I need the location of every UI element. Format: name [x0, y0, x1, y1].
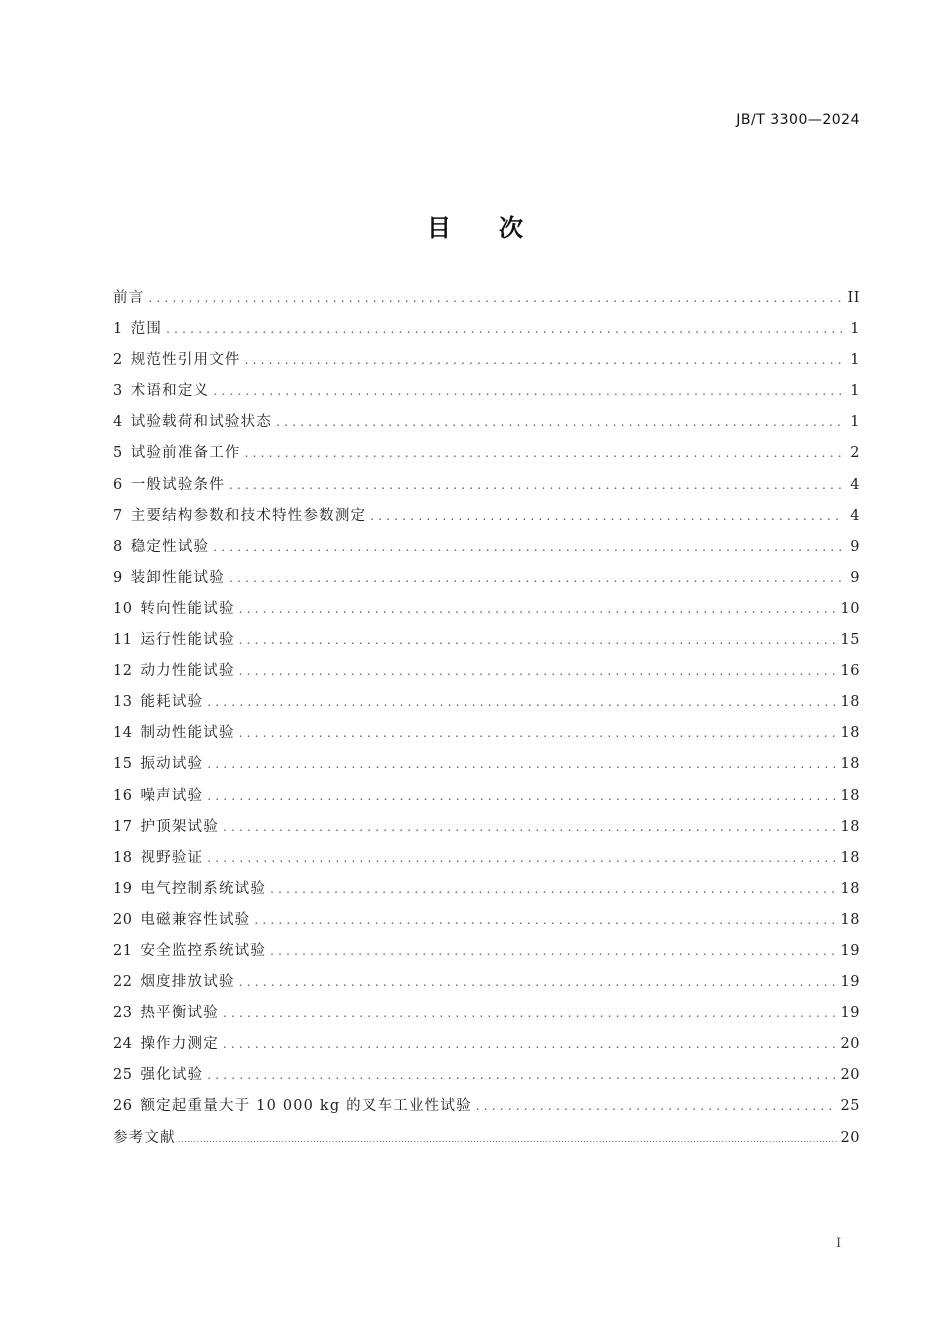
toc-entry-number: 19 — [113, 880, 133, 897]
toc-entry-number: 25 — [113, 1067, 133, 1084]
toc-entry-page: 1 — [850, 414, 860, 431]
toc-entry-page: 20 — [840, 1129, 860, 1146]
toc-entry-title: 稳定性试验 — [130, 538, 210, 555]
toc-dot-leader — [245, 441, 842, 465]
toc-dot-leader — [239, 628, 835, 652]
toc-dot-leader — [239, 721, 835, 745]
toc-entry-page: 1 — [850, 383, 860, 400]
toc-entry-title: 运行性能试验 — [140, 632, 235, 649]
toc-dot-leader — [223, 1032, 835, 1056]
toc-entry[interactable] — [113, 1094, 860, 1125]
toc-entry-title: 装卸性能试验 — [130, 569, 225, 586]
toc-entry-page: 18 — [840, 880, 860, 897]
toc-entry-number: 7 — [113, 507, 123, 524]
toc-entry-page: 19 — [840, 1005, 860, 1022]
toc-entry-page: 18 — [840, 818, 860, 835]
toc-dot-leader — [223, 815, 835, 839]
toc-entry-title: 转向性能试验 — [140, 600, 235, 617]
toc-entry[interactable] — [113, 815, 860, 846]
toc-dot-leader — [148, 286, 841, 310]
toc-dot-leader — [276, 410, 842, 434]
toc-entry-title: 主要结构参数和技术特性参数测定 — [130, 507, 367, 524]
toc-entry-title: 操作力测定 — [140, 1036, 219, 1053]
toc-entry-title: 参考文献 — [113, 1129, 176, 1146]
toc-entry[interactable] — [113, 348, 860, 379]
toc-entry-page: 10 — [840, 600, 860, 617]
toc-entry-page: 9 — [850, 538, 860, 555]
toc-entry-page: 1 — [850, 352, 860, 369]
toc-entry-page: II — [847, 290, 860, 306]
toc-dot-leader — [270, 939, 834, 963]
toc-entry-page: 9 — [850, 569, 860, 586]
toc-entry-number: 26 — [113, 1098, 133, 1115]
toc-entry-number: 10 — [113, 600, 133, 617]
toc-entry-title: 范围 — [130, 321, 163, 338]
toc-entry[interactable] — [113, 410, 860, 441]
toc-entry-title: 一般试验条件 — [130, 476, 225, 493]
toc-entry-page: 25 — [840, 1098, 860, 1115]
toc-entry-title: 烟度排放试验 — [140, 974, 235, 991]
toc-entry-page: 18 — [840, 787, 860, 804]
toc-entry[interactable] — [113, 379, 860, 410]
toc-entry-page: 20 — [840, 1067, 860, 1084]
toc-dot-leader — [476, 1094, 835, 1118]
toc-entry[interactable] — [113, 504, 860, 535]
toc-dot-leader — [229, 566, 842, 590]
toc-entry[interactable] — [113, 441, 860, 472]
toc-entry-page: 1 — [850, 321, 860, 338]
toc-entry[interactable] — [113, 535, 860, 566]
toc-entry[interactable] — [113, 690, 860, 721]
toc-entry[interactable] — [113, 473, 860, 504]
toc-entry-page: 18 — [840, 725, 860, 742]
toc-entry[interactable] — [113, 1126, 860, 1157]
toc-entry-title: 试验载荷和试验状态 — [130, 414, 273, 431]
toc-entry-title: 安全监控系统试验 — [140, 942, 267, 959]
toc-entry-title: 护顶架试验 — [140, 818, 219, 835]
toc-entry-title: 热平衡试验 — [140, 1005, 219, 1022]
toc-entry-title: 试验前准备工作 — [130, 445, 241, 462]
toc-entry[interactable] — [113, 1063, 860, 1094]
toc-entry-page: 4 — [850, 476, 860, 493]
toc-dot-leader — [207, 752, 834, 776]
toc-entry-title: 强化试验 — [140, 1067, 204, 1084]
toc-entry[interactable] — [113, 939, 860, 970]
toc-entry[interactable] — [113, 1032, 860, 1063]
toc-entry[interactable] — [113, 721, 860, 752]
toc-entry[interactable] — [113, 597, 860, 628]
toc-entry-page: 15 — [840, 632, 860, 649]
toc-dot-leader — [223, 1001, 835, 1025]
toc-entry[interactable] — [113, 970, 860, 1001]
toc-entry-page: 19 — [840, 974, 860, 991]
toc-dot-leader — [239, 597, 835, 621]
toc-entry-page: 4 — [850, 507, 860, 524]
toc-entry-number: 16 — [113, 787, 133, 804]
toc-entry[interactable] — [113, 317, 860, 348]
toc-entry-number: 6 — [113, 476, 123, 493]
toc-entry-number: 15 — [113, 756, 133, 773]
toc-dot-leader — [229, 473, 842, 497]
toc-entry[interactable] — [113, 752, 860, 783]
toc-entry[interactable] — [113, 846, 860, 877]
toc-dot-leader — [245, 348, 842, 372]
toc-entry-title: 术语和定义 — [130, 383, 210, 400]
toc-entry-page: 18 — [840, 849, 860, 866]
toc-dot-leader — [239, 970, 835, 994]
toc-entry-title: 额定起重量大于 10 000 kg 的叉车工业性试验 — [140, 1098, 472, 1115]
toc-entry-number: 21 — [113, 942, 133, 959]
toc-entry-number: 12 — [113, 663, 133, 680]
toc-entry-number: 9 — [113, 569, 123, 586]
table-of-contents — [113, 286, 860, 1157]
toc-entry-page: 2 — [850, 445, 860, 462]
toc-entry[interactable] — [113, 784, 860, 815]
toc-entry-number: 17 — [113, 818, 133, 835]
toc-entry-title: 视野验证 — [140, 849, 204, 866]
toc-entry-title: 能耗试验 — [140, 694, 204, 711]
toc-entry-title: 动力性能试验 — [140, 663, 235, 680]
toc-entry-number: 24 — [113, 1036, 133, 1053]
toc-dot-leader — [213, 379, 842, 403]
toc-dot-leader — [166, 317, 842, 341]
toc-entry[interactable] — [113, 908, 860, 939]
toc-entry-number: 1 — [113, 321, 123, 338]
toc-entry-page: 16 — [840, 663, 860, 680]
toc-entry[interactable] — [113, 659, 860, 690]
toc-entry-page: 20 — [840, 1036, 860, 1053]
toc-entry-title: 制动性能试验 — [140, 725, 235, 742]
page-number: I — [836, 1236, 842, 1251]
toc-entry-page: 18 — [840, 911, 860, 928]
toc-entry[interactable] — [113, 628, 860, 659]
toc-entry-number: 2 — [113, 352, 123, 369]
toc-entry-number: 20 — [113, 911, 133, 928]
standard-number: JB/T 3300—2024 — [736, 112, 860, 128]
toc-entry-page: 19 — [840, 942, 860, 959]
toc-entry-number: 11 — [113, 632, 133, 649]
toc-dot-leader — [207, 846, 834, 870]
toc-entry-number: 23 — [113, 1005, 133, 1022]
toc-entry-number: 18 — [113, 849, 133, 866]
toc-dot-leader — [254, 908, 834, 932]
toc-entry-number: 4 — [113, 414, 123, 431]
toc-entry-number: 8 — [113, 538, 123, 555]
toc-dot-leader — [207, 690, 834, 714]
toc-entry-title: 规范性引用文件 — [130, 352, 241, 369]
toc-dot-leader — [207, 1063, 834, 1087]
toc-entry-number: 14 — [113, 725, 133, 742]
toc-entry-title: 噪声试验 — [140, 787, 204, 804]
toc-entry[interactable] — [113, 877, 860, 908]
toc-entry-number: 13 — [113, 694, 133, 711]
toc-entry-page: 18 — [840, 756, 860, 773]
toc-entry[interactable] — [113, 1001, 860, 1032]
toc-entry[interactable] — [113, 286, 860, 317]
toc-dot-leader — [178, 1128, 839, 1152]
page-title: 目次 — [427, 214, 571, 242]
toc-entry-title: 电磁兼容性试验 — [140, 911, 251, 928]
toc-dot-leader — [213, 535, 842, 559]
toc-dot-leader — [207, 784, 834, 808]
toc-dot-leader — [270, 877, 834, 901]
toc-entry-page: 18 — [840, 694, 860, 711]
toc-entry-title: 前言 — [113, 290, 145, 306]
toc-entry[interactable] — [113, 566, 860, 597]
toc-entry-number: 22 — [113, 974, 133, 991]
toc-dot-leader — [370, 504, 842, 528]
toc-entry-number: 5 — [113, 445, 123, 462]
toc-entry-title: 电气控制系统试验 — [140, 880, 267, 897]
toc-entry-number: 3 — [113, 383, 123, 400]
toc-entry-title: 振动试验 — [140, 756, 204, 773]
toc-dot-leader — [239, 659, 835, 683]
